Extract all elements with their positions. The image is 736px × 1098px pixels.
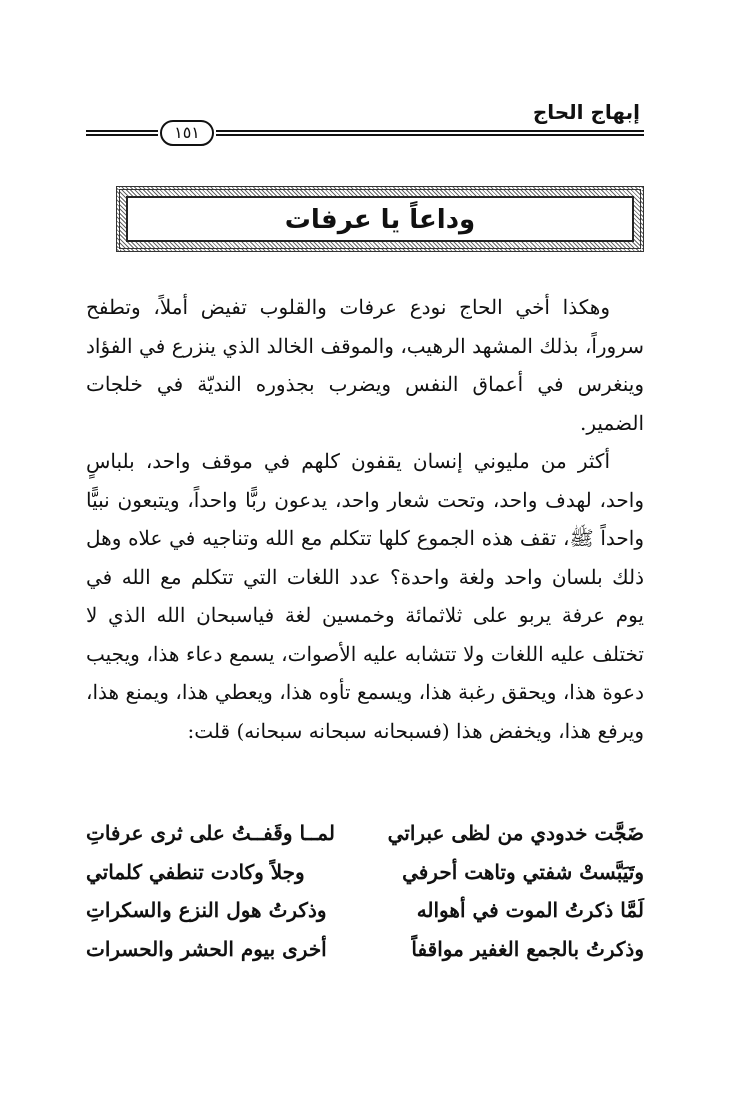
section-title-frame [116, 186, 644, 252]
paragraph-1: وهكذا أخي الحاج نودع عرفات والقلوب تفيض أملاً، وتطفح سروراً، بذلك المشهد الرهيب، والموقف الخالد الذي ينزرع في الفؤاد وينغرس في أعماق النفس ويضرب بجذوره النديّة في خلجات الضمير. [86, 295, 644, 435]
verse-first-half: ضَجَّت خدودي من لظى عبراتي [387, 821, 644, 845]
page-number: ١٥١ [160, 120, 214, 146]
verse-second-half: أخرى بيوم الحشر والحسرات [86, 936, 327, 961]
verse-first-half: لَمَّا ذكرتُ الموت في أهواله [416, 898, 644, 922]
verse-first-half: وذكرتُ بالجمع الغفير مواقفاً [411, 936, 644, 961]
verse-line [86, 853, 644, 892]
verse-line [86, 930, 644, 969]
header-rule-right [216, 130, 644, 136]
paragraph-2: أكثر من مليوني إنسان يقفون كلهم في موقف واحد، بلباسٍ واحد، لهدف واحد، وتحت شعار واحد، يدعون ربًّا واحداً، ويتبعون نبيًّا واحداً ﷺ، تقف هذه الجموع كلها تتكلم مع الله وتناجيه في علاه وهل ذلك بلسان واحد ولغة واحدة؟ عدد اللغات التي تتكلم مع الله في يوم عرفة يربو على ثلاثمائة وخمسين لغة فياسبحان الله الذي لا تختلف عليه اللغات ولا تتشابه عليه الأصوات، يسمع دعاء هذا، ويجيب دعوة هذا، ويحقق رغبة هذا، ويسمع تأوه هذا، ويعطي هذا، ويمنع هذا، ويرفع هذا، ويخفض هذا (فسبحانه سبحانه سبحانه) قلت: [86, 449, 644, 743]
running-header-title: إبهاج الحاج [532, 100, 640, 124]
verse-first-half: وتَيَبَّستْ شفتي وتاهت أحرفي [402, 859, 644, 884]
verse-line [86, 891, 644, 930]
verse-second-half: وذكرتُ هول النزع والسكراتِ [86, 898, 327, 922]
verse-second-half: وجلاً وكادت تنطفي كلماتي [86, 859, 305, 884]
body-text [86, 288, 644, 750]
poem [86, 814, 644, 968]
header-rule [86, 120, 644, 148]
verse-second-half: لمــا وقَفــتُ على ثرى عرفاتِ [86, 821, 335, 845]
verse-line [86, 814, 644, 853]
section-title: وداعاً يا عرفات [126, 196, 634, 242]
header-rule-left [86, 130, 158, 136]
